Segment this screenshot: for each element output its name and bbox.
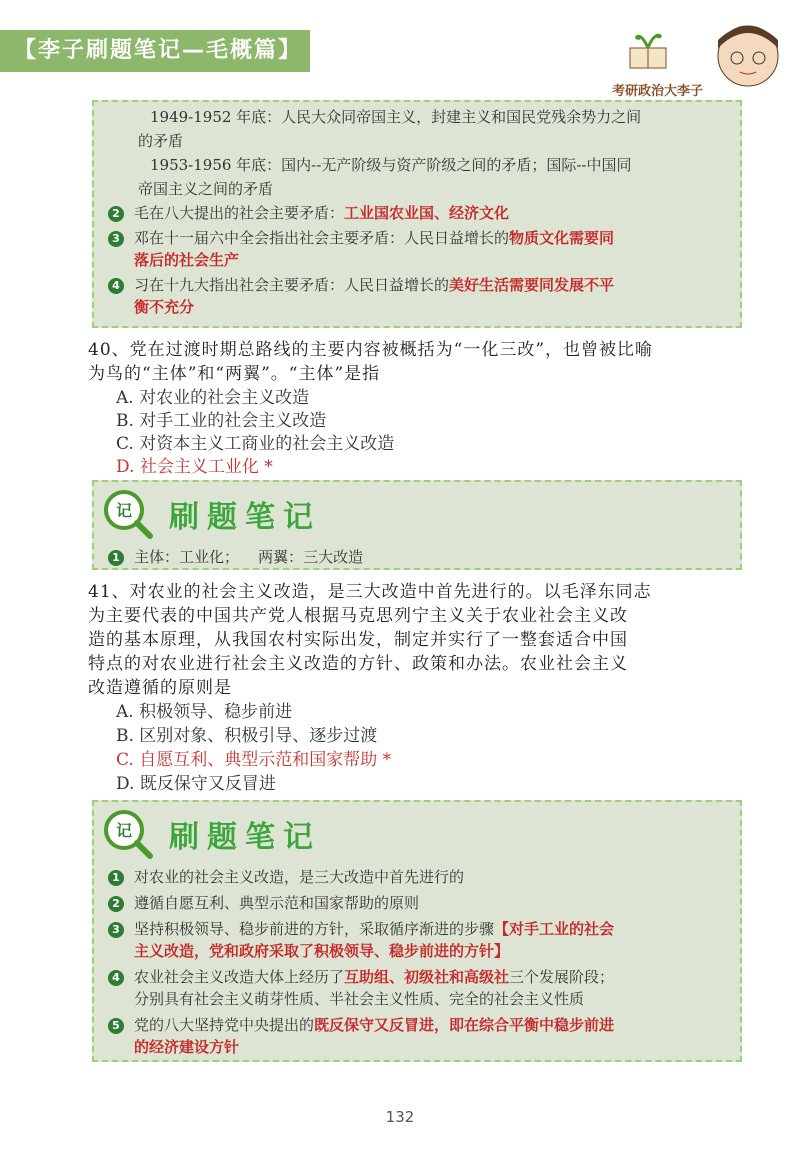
svg-text:记: 记: [115, 821, 133, 840]
note-line: 1949-1952 年底：人民大众同帝国主义，封建主义和国民党残余势力之间: [150, 108, 642, 126]
option-b: B. 对手工业的社会主义改造: [116, 411, 327, 431]
question-text: 40、党在过渡时期总路线的主要内容被概括为“一化三改”，也曾被比喻: [88, 340, 654, 360]
highlight-text: 工业国农业国、经济文化: [344, 204, 510, 222]
highlight-text: 主义改造，党和政府采取了积极领导、稳步前进的方针】: [134, 942, 510, 960]
number-badge: 5: [108, 1018, 124, 1034]
item-text: 邓在十一届六中全会指出社会主要矛盾：人民日益增长的: [134, 229, 510, 247]
highlight-text: 【对手工业的社会: [494, 920, 615, 938]
magnifier-note-icon: [100, 486, 156, 542]
number-badge: 1: [108, 870, 124, 886]
list-item: [108, 202, 509, 224]
option-c-answer: C. 自愿互利、典型示范和国家帮助 *: [116, 750, 392, 770]
highlight-text: 美好生活需要同发展不平: [449, 276, 615, 294]
number-badge: 3: [108, 922, 124, 938]
number-badge: 3: [108, 231, 124, 247]
list-item: [108, 1014, 614, 1036]
number-badge: 2: [108, 206, 124, 222]
number-badge: 4: [108, 970, 124, 986]
item-text: 党的八大坚持党中央提出的: [134, 1016, 315, 1034]
notes-title: 刷题笔记: [169, 500, 321, 535]
option-d: D. 既反保守又反冒进: [116, 774, 276, 794]
list-item: [108, 274, 614, 296]
item-text: 三个发展阶段；: [509, 968, 615, 986]
option-b: B. 区别对象、积极引导、逐步过渡: [116, 726, 378, 746]
highlight-text: 物质文化需要同: [509, 229, 615, 247]
item-text: 毛在八大提出的社会主要矛盾：: [134, 204, 345, 222]
list-item: [108, 546, 363, 568]
option-a: A. 积极领导、稳步前进: [116, 702, 293, 722]
question-text: 改造遵循的原则是: [88, 678, 232, 698]
list-item: [108, 918, 614, 940]
option-c: C. 对资本主义工商业的社会主义改造: [116, 434, 395, 454]
question-text: 41、对农业的社会主义改造，是三大改造中首先进行的。以毛泽东同志: [88, 582, 652, 602]
question-text: 特点的对农业进行社会主义改造的方针、政策和办法。农业社会主义: [88, 654, 628, 674]
avatar-icon: [718, 26, 778, 86]
notes-title: 刷题笔记: [169, 820, 321, 855]
item-text: 农业社会主义改造大体上经历了: [134, 968, 345, 986]
brand-label: 考研政治大李子: [612, 84, 704, 99]
highlight-text: 既反保守又反冒进，即在综合平衡中稳步前进: [314, 1016, 615, 1034]
number-badge: 4: [108, 278, 124, 294]
item-text: 坚持积极领导、稳步前进的方针，采取循序渐进的步骤: [134, 920, 495, 938]
highlight-text: 落后的社会生产: [134, 251, 240, 269]
magnifier-note-icon: [100, 806, 156, 862]
question-text: 为鸟的“主体”和“两翼”。“主体”是指: [88, 364, 381, 384]
tree-book-icon: [630, 35, 666, 68]
item-text: 分别具有社会主义萌芽性质、半社会主义性质、完全的社会主义性质: [134, 990, 585, 1008]
question-text: 造的基本原理，从我国农村实际出发，制定并实行了一整套适合中国: [88, 630, 628, 650]
list-item: [108, 966, 614, 988]
item-text: 对农业的社会主义改造，是三大改造中首先进行的: [134, 868, 465, 886]
item-text: 主体：工业化； 两翼：三大改造: [134, 548, 364, 566]
svg-text:记: 记: [115, 501, 133, 520]
option-a: A. 对农业的社会主义改造: [116, 388, 310, 408]
number-badge: 2: [108, 896, 124, 912]
list-item: [108, 892, 419, 914]
note-line: 帝国主义之间的矛盾: [138, 180, 274, 198]
question-text: 为主要代表的中国共产党人根据马克思列宁主义关于农业社会主义改: [88, 606, 628, 626]
number-badge: 1: [108, 550, 124, 566]
notes-panel: [92, 480, 742, 570]
item-text: 习在十九大指出社会主要矛盾：人民日益增长的: [134, 276, 450, 294]
highlight-text: 互助组、初级社和高级社: [344, 968, 510, 986]
note-line: 1953-1956 年底：国内--无产阶级与资产阶级之间的矛盾；国际--中国同: [150, 156, 632, 174]
page-number: 132: [385, 1108, 415, 1126]
list-item: [108, 866, 464, 888]
highlight-text: 的经济建设方针: [134, 1038, 240, 1056]
header-title: 【李子刷题笔记—毛概篇】: [0, 30, 310, 72]
list-item: [108, 227, 614, 249]
highlight-text: 衡不充分: [134, 298, 195, 316]
item-text: 遵循自愿互利、典型示范和国家帮助的原则: [134, 894, 420, 912]
option-d-answer: D. 社会主义工业化 *: [116, 457, 273, 477]
notes-panel: [92, 800, 742, 1062]
note-line: 的矛盾: [138, 132, 184, 150]
